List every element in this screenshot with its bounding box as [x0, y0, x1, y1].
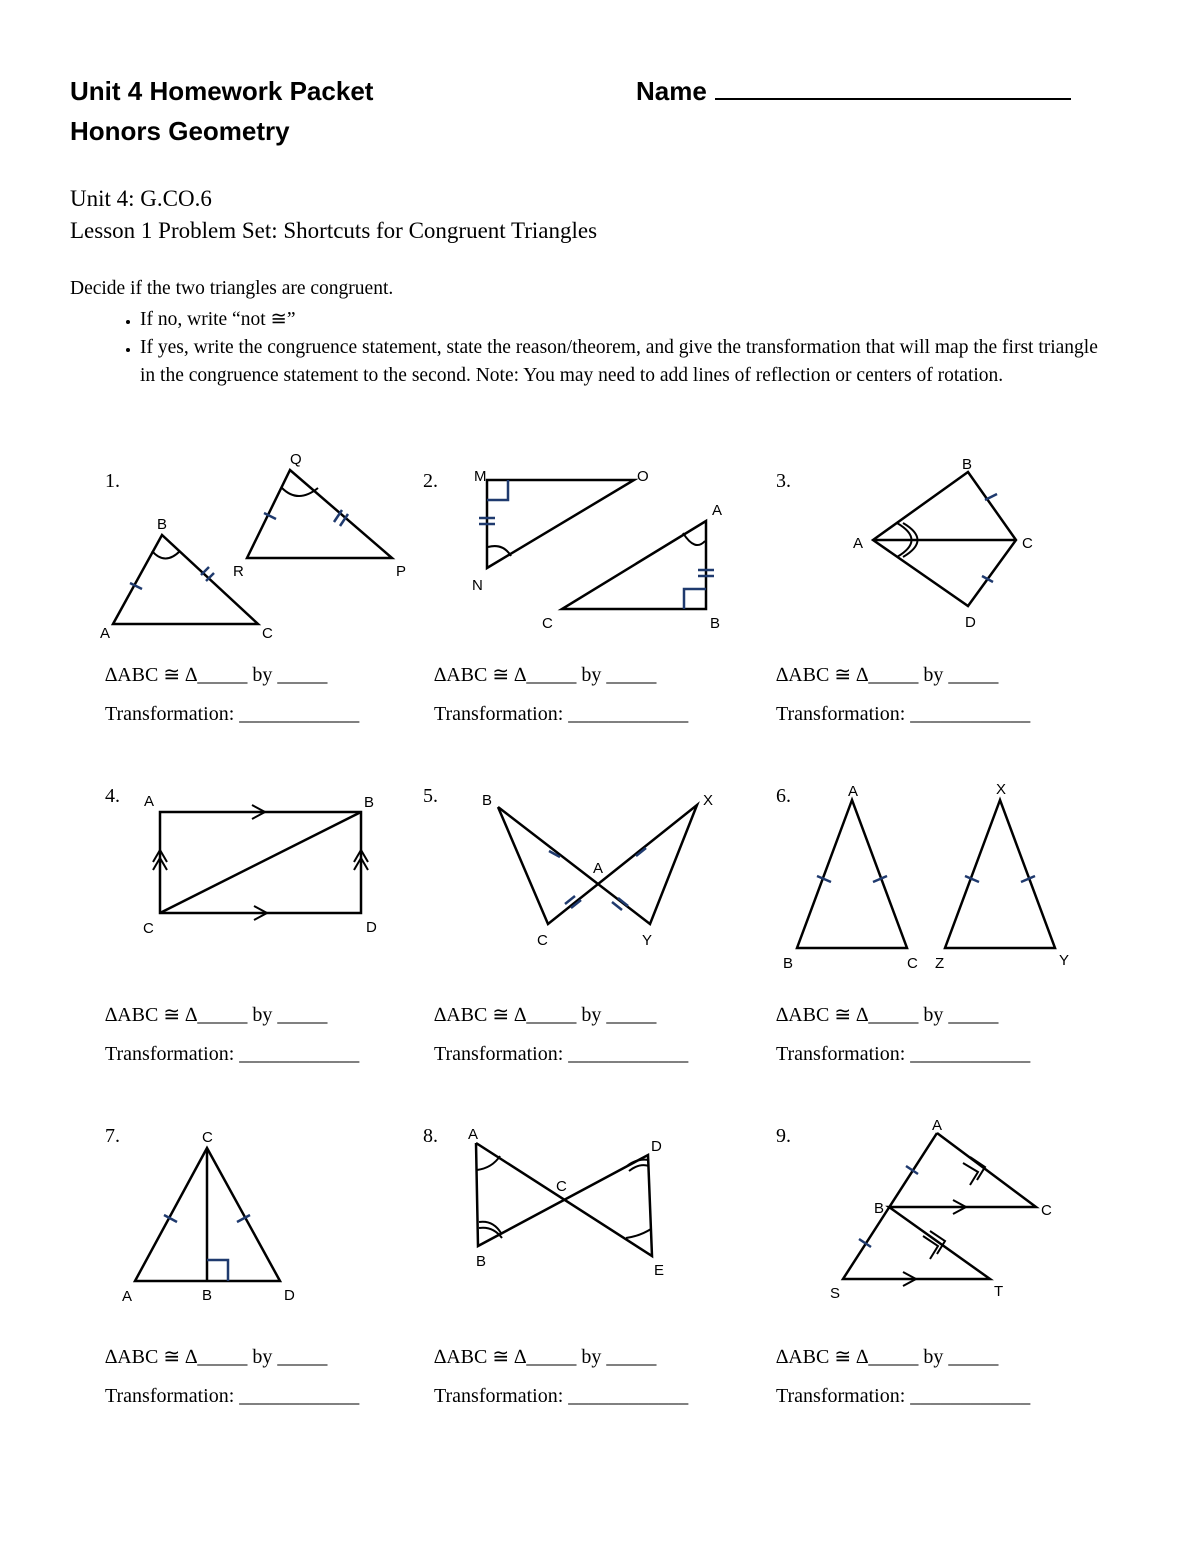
vertex-label: C: [537, 932, 548, 949]
vertex-label: C: [262, 625, 273, 642]
vertex-label: A: [593, 860, 604, 877]
problem-3-figure: [873, 472, 1016, 606]
problem-6-figure: [797, 800, 1055, 948]
vertex-label: B: [783, 955, 794, 972]
header-subtitle: Honors Geometry: [70, 116, 290, 146]
problem-4-statement[interactable]: ∆ABC ≅ ∆_____ by _____: [105, 1004, 328, 1026]
vertex-label: A: [122, 1288, 133, 1305]
vertex-label: O: [637, 468, 649, 485]
vertex-label: D: [651, 1138, 662, 1155]
vertex-label: B: [476, 1253, 487, 1270]
instructions-intro: Decide if the two triangles are congruent.: [70, 278, 394, 299]
problem-4-figure: [160, 812, 361, 913]
vertex-label: A: [144, 793, 155, 810]
header-title: Unit 4 Homework Packet: [70, 76, 374, 106]
problem-3-transformation[interactable]: Transformation: ____________: [776, 703, 1031, 725]
problem-5-number: 5.: [423, 785, 438, 807]
vertex-label: S: [830, 1285, 841, 1302]
vertex-label: C: [542, 615, 553, 632]
angle-arc: [152, 551, 180, 559]
vertex-label: Q: [290, 451, 302, 468]
vertex-label: B: [364, 794, 375, 811]
problem-2-figure: [487, 480, 706, 609]
vertex-label: C: [202, 1129, 213, 1146]
vertex-label: C: [143, 920, 154, 937]
vertex-label: A: [853, 535, 864, 552]
unit-code: Unit 4: G.CO.6: [70, 186, 212, 211]
problem-6-statement[interactable]: ∆ABC ≅ ∆_____ by _____: [776, 1004, 999, 1026]
problem-1-statement[interactable]: ∆ABC ≅ ∆_____ by _____: [105, 664, 328, 686]
vertex-label: R: [233, 563, 244, 580]
angle-arc: [626, 1229, 651, 1238]
vertex-label: A: [848, 783, 859, 800]
angle-arc: [683, 533, 705, 545]
vertex-label: B: [962, 456, 973, 473]
problem-9-figure: [843, 1133, 1036, 1279]
right-angle-mark: [207, 1260, 228, 1281]
problem-1-transformation[interactable]: Transformation: ____________: [105, 703, 360, 725]
vertex-label: D: [366, 919, 377, 936]
vertex-label: A: [468, 1126, 479, 1143]
vertex-label: E: [654, 1262, 665, 1279]
problem-2-transformation[interactable]: Transformation: ____________: [434, 703, 689, 725]
angle-arc: [477, 1156, 500, 1170]
lesson-title: Lesson 1 Problem Set: Shortcuts for Congruent Triangles: [70, 218, 598, 243]
right-angle-mark: [684, 589, 706, 609]
vertex-label: B: [157, 516, 168, 533]
vertex-label: D: [965, 614, 976, 631]
problem-3-number: 3.: [776, 470, 791, 492]
problem-4-transformation[interactable]: Transformation: ____________: [105, 1043, 360, 1065]
problem-5-statement[interactable]: ∆ABC ≅ ∆_____ by _____: [434, 1004, 657, 1026]
vertex-label: Z: [935, 955, 945, 972]
instruction-bullet: • If yes, write the congruence statement, state the reason/theorem, and give the transformation that will map the first triangle in the congruence statement to the second. Note: You may need to add lines of reflection or centers of rotation.: [140, 334, 1110, 390]
problem-9-statement[interactable]: ∆ABC ≅ ∆_____ by _____: [776, 1346, 999, 1368]
vertex-label: A: [712, 502, 723, 519]
instruction-bullet: • If no, write “not ≅”: [140, 306, 1110, 334]
right-angle-mark: [487, 480, 508, 500]
problem-6-transformation[interactable]: Transformation: ____________: [776, 1043, 1031, 1065]
problem-7-transformation[interactable]: Transformation: ____________: [105, 1385, 360, 1407]
vertex-label: C: [907, 955, 918, 972]
parallel-arrow: [963, 1163, 978, 1185]
vertex-label: N: [472, 577, 483, 594]
name-label: Name: [636, 76, 707, 106]
vertex-label: B: [874, 1200, 885, 1217]
problem-7-number: 7.: [105, 1125, 120, 1147]
vertex-labels: [100, 451, 1069, 1305]
vertex-label: A: [100, 625, 111, 642]
problem-8-number: 8.: [423, 1125, 438, 1147]
vertex-label: D: [284, 1287, 295, 1304]
problem-8-figure: [476, 1143, 652, 1256]
vertex-label: Y: [642, 932, 653, 949]
vertex-label: M: [474, 468, 487, 485]
problem-1-number: 1.: [105, 470, 120, 492]
problem-2-number: 2.: [423, 470, 438, 492]
vertex-label: P: [396, 563, 407, 580]
angle-arc: [629, 1165, 649, 1171]
problem-9-transformation[interactable]: Transformation: ____________: [776, 1385, 1031, 1407]
problem-5-transformation[interactable]: Transformation: ____________: [434, 1043, 689, 1065]
vertex-label: B: [202, 1287, 213, 1304]
vertex-label: C: [556, 1178, 567, 1195]
vertex-label: C: [1041, 1202, 1052, 1219]
problem-4-number: 4.: [105, 785, 120, 807]
problem-6-number: 6.: [776, 785, 791, 807]
vertex-label: X: [996, 781, 1007, 798]
problem-3-statement[interactable]: ∆ABC ≅ ∆_____ by _____: [776, 664, 999, 686]
vertex-label: X: [703, 792, 714, 809]
problem-1-figure: [113, 470, 392, 624]
vertex-label: C: [1022, 535, 1033, 552]
problem-8-transformation[interactable]: Transformation: ____________: [434, 1385, 689, 1407]
problem-7-statement[interactable]: ∆ABC ≅ ∆_____ by _____: [105, 1346, 328, 1368]
problem-8-statement[interactable]: ∆ABC ≅ ∆_____ by _____: [434, 1346, 657, 1368]
tick-mark: [612, 902, 622, 910]
vertex-label: A: [932, 1117, 943, 1134]
vertex-label: B: [482, 792, 493, 809]
problem-2-statement[interactable]: ∆ABC ≅ ∆_____ by _____: [434, 664, 657, 686]
vertex-label: B: [710, 615, 721, 632]
vertex-label: Y: [1059, 952, 1070, 969]
vertex-label: T: [994, 1283, 1004, 1300]
problem-9-number: 9.: [776, 1125, 791, 1147]
